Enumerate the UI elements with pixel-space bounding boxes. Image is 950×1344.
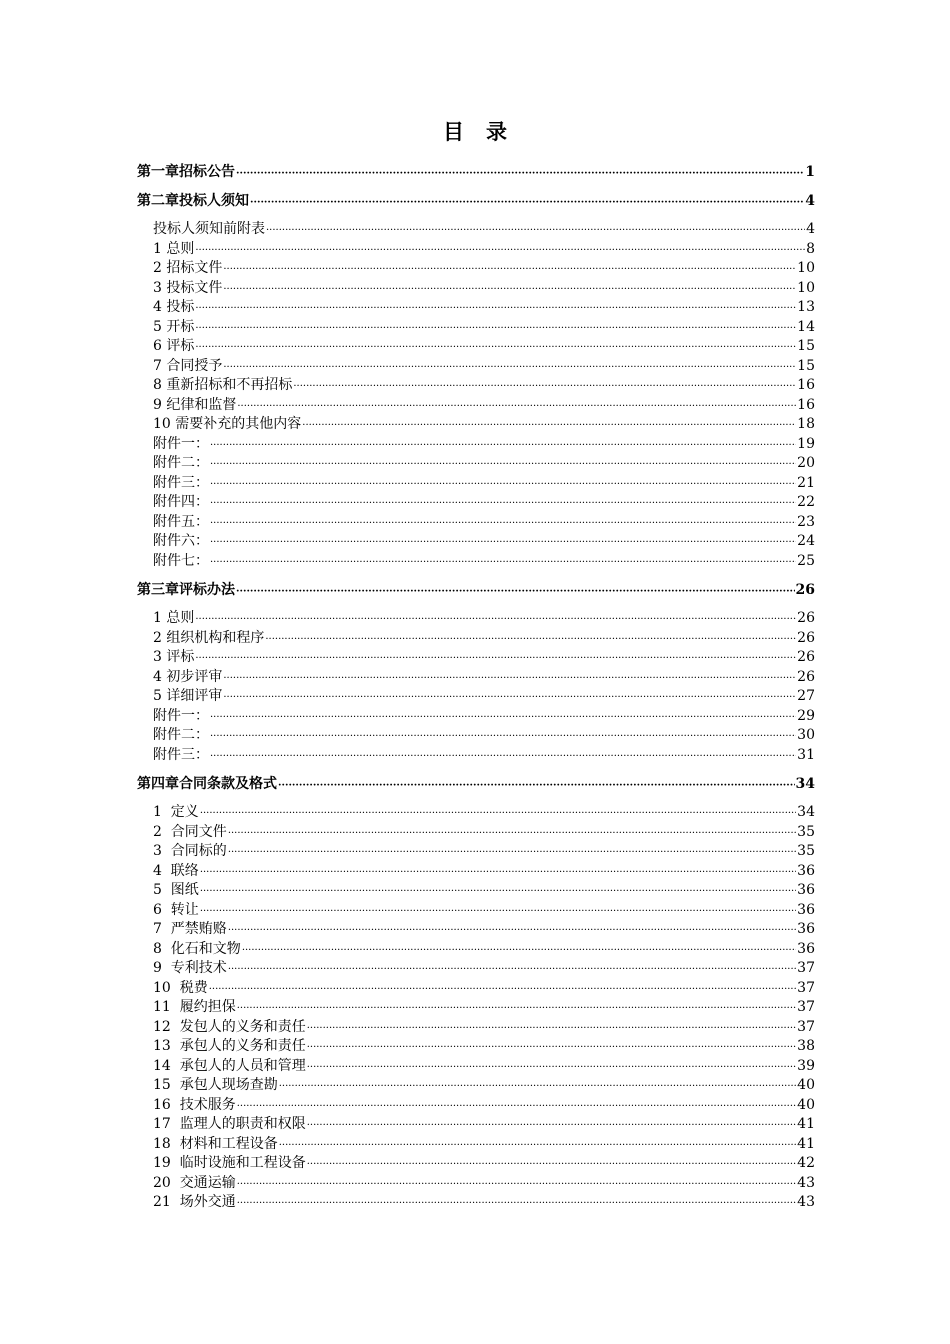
toc-entry[interactable]	[137, 726, 815, 746]
dot-leader	[279, 1136, 796, 1156]
entry-label: 1 总则	[153, 610, 195, 626]
entry-label: 4 初步评审	[153, 668, 223, 685]
toc-entry[interactable]	[137, 318, 815, 338]
dot-leader	[307, 1038, 796, 1058]
toc-entry[interactable]	[137, 862, 815, 882]
page-number: 34	[795, 776, 815, 792]
dot-leader	[210, 455, 796, 475]
dot-leader	[210, 553, 796, 573]
page-number: 20	[797, 455, 815, 471]
toc-entry[interactable]	[137, 279, 815, 299]
toc-entry[interactable]	[137, 746, 815, 766]
dot-leader	[195, 299, 796, 319]
dot-leader	[223, 669, 796, 689]
entry-label: 12 发包人的义务和责任	[153, 1018, 306, 1035]
toc-entry[interactable]	[137, 1057, 815, 1077]
toc-entry[interactable]	[137, 823, 815, 843]
dot-leader	[210, 708, 796, 728]
page-number: 22	[797, 494, 815, 510]
entry-label: 3 合同标的	[153, 843, 227, 859]
page-number: 35	[797, 823, 815, 840]
page-number: 43	[797, 1194, 815, 1210]
page-number: 39	[797, 1057, 815, 1074]
dot-leader	[228, 921, 796, 941]
page-number: 26	[797, 629, 815, 646]
toc-chapter-entry[interactable]	[137, 191, 815, 211]
entry-label: 附件五：	[153, 513, 209, 530]
page-number: 18	[797, 416, 815, 432]
entry-label: 5 图纸	[153, 882, 199, 898]
toc-entry[interactable]	[137, 901, 815, 921]
toc-title	[0, 116, 950, 146]
page-number: 10	[797, 279, 815, 296]
entry-label: 4 联络	[153, 862, 199, 879]
toc-entry[interactable]	[137, 513, 815, 533]
dot-leader	[223, 358, 796, 378]
toc-chapter-entry[interactable]	[137, 580, 815, 600]
entry-label: 招标公告	[179, 164, 235, 180]
page-number: 34	[797, 804, 815, 820]
page-number: 26	[797, 649, 815, 665]
page-number: 37	[797, 960, 815, 976]
toc-entry[interactable]	[137, 1135, 815, 1155]
entry-label: 附件四：	[153, 494, 209, 510]
page-number: 4	[805, 193, 815, 209]
entry-label: 13 承包人的义务和责任	[153, 1038, 306, 1054]
toc-entry[interactable]	[137, 881, 815, 901]
dot-leader	[237, 1175, 796, 1195]
dot-leader	[279, 1077, 796, 1097]
dot-leader	[195, 649, 796, 669]
toc-entry[interactable]	[137, 959, 815, 979]
page-number: 10	[797, 260, 815, 276]
dot-leader	[302, 416, 796, 436]
toc-entry[interactable]	[137, 415, 815, 435]
entry-label: 9 纪律和监督	[153, 396, 237, 413]
entry-label: 附件一：	[153, 707, 209, 724]
entry-label: 附件二：	[153, 455, 209, 471]
toc-entry[interactable]	[137, 298, 815, 318]
entry-label: 2 合同文件	[153, 823, 227, 840]
page-number: 26	[795, 582, 815, 598]
entry-label: 2 招标文件	[153, 260, 223, 276]
page-number: 25	[797, 552, 815, 569]
entry-label: 9 专利技术	[153, 960, 227, 976]
entry-label: 7 严禁贿赂	[153, 921, 227, 937]
entry-label: 10 需要补充的其他内容	[153, 416, 302, 432]
toc-entry[interactable]	[137, 842, 815, 862]
page-number: 15	[797, 338, 815, 354]
toc-title-char: 目	[443, 119, 464, 144]
toc-entry[interactable]	[137, 609, 815, 629]
entry-label: 评标办法	[179, 582, 235, 598]
table-of-contents	[137, 162, 815, 1213]
toc-entry[interactable]	[137, 357, 815, 377]
page-number: 21	[797, 474, 815, 491]
dot-leader	[223, 260, 796, 280]
entry-label: 1 定义	[153, 804, 199, 820]
dot-leader	[210, 494, 796, 514]
toc-entry[interactable]	[137, 668, 815, 688]
toc-entry[interactable]	[137, 1096, 815, 1116]
toc-entry[interactable]	[137, 803, 815, 823]
toc-entry[interactable]	[137, 240, 815, 260]
entry-label: 20 交通运输	[153, 1174, 236, 1191]
page-number: 15	[797, 357, 815, 374]
dot-leader	[210, 475, 796, 495]
toc-entry[interactable]	[137, 1076, 815, 1096]
entry-label: 4 投标	[153, 299, 195, 315]
entry-label: 投标人须知前附表	[153, 221, 265, 237]
entry-label: 2 组织机构和程序	[153, 629, 265, 646]
chapter-number: 第三章	[137, 582, 179, 598]
toc-entry[interactable]	[137, 629, 815, 649]
entry-label: 11 履约担保	[153, 999, 236, 1015]
page-number: 26	[797, 668, 815, 685]
chapter-number: 第四章	[137, 776, 179, 792]
entry-label: 7 合同授予	[153, 357, 223, 374]
entry-label: 5 详细评审	[153, 688, 223, 704]
dot-leader	[228, 960, 796, 980]
toc-entry[interactable]	[137, 1154, 815, 1174]
dot-leader	[228, 843, 796, 863]
page-number: 41	[797, 1116, 815, 1132]
page-number: 35	[797, 843, 815, 859]
toc-entry[interactable]	[137, 940, 815, 960]
toc-entry[interactable]	[137, 376, 815, 396]
dot-leader	[293, 377, 796, 397]
page-number: 36	[797, 921, 815, 937]
dot-leader	[237, 1194, 796, 1214]
page-number: 13	[797, 299, 815, 315]
toc-entry[interactable]	[137, 979, 815, 999]
entry-label: 21 场外交通	[153, 1194, 236, 1210]
dot-leader	[237, 1097, 796, 1117]
entry-label: 附件六：	[153, 533, 209, 549]
dot-leader	[200, 902, 796, 922]
entry-label: 1 总则	[153, 240, 195, 257]
entry-label: 17 监理人的职责和权限	[153, 1116, 306, 1132]
dot-leader	[236, 582, 795, 602]
dot-leader	[266, 221, 805, 241]
entry-label: 10 税费	[153, 979, 208, 996]
dot-leader	[195, 610, 796, 630]
toc-entry[interactable]	[137, 435, 815, 455]
dot-leader	[210, 436, 796, 456]
entry-label: 6 评标	[153, 338, 195, 354]
toc-entry[interactable]	[137, 474, 815, 494]
chapter-number: 第二章	[137, 193, 179, 209]
entry-label: 16 技术服务	[153, 1096, 236, 1113]
toc-entry[interactable]	[137, 454, 815, 474]
entry-label: 8 化石和文物	[153, 940, 241, 957]
page-number: 1	[805, 164, 815, 180]
entry-label: 6 转让	[153, 901, 199, 918]
toc-entry[interactable]	[137, 493, 815, 513]
entry-label: 附件二：	[153, 727, 209, 743]
dot-leader	[195, 338, 796, 358]
page-number: 36	[797, 901, 815, 918]
entry-label: 15 承包人现场查勘	[153, 1077, 278, 1093]
page-number: 43	[797, 1174, 815, 1191]
dot-leader	[242, 941, 796, 961]
dot-leader	[210, 533, 796, 553]
toc-entry[interactable]	[137, 1174, 815, 1194]
dot-leader	[223, 688, 796, 708]
page-number: 36	[797, 940, 815, 957]
toc-entry[interactable]	[137, 259, 815, 279]
page-number: 19	[797, 435, 815, 452]
dot-leader	[210, 747, 796, 767]
toc-entry[interactable]	[137, 1018, 815, 1038]
dot-leader	[250, 193, 804, 213]
page-number: 27	[797, 688, 815, 704]
toc-entry[interactable]	[137, 1193, 815, 1213]
dot-leader	[200, 804, 796, 824]
toc-chapter-entry[interactable]	[137, 774, 815, 794]
page-number: 42	[797, 1155, 815, 1171]
page-number: 37	[797, 999, 815, 1015]
page-number: 8	[806, 240, 815, 257]
toc-entry[interactable]	[137, 552, 815, 572]
dot-leader	[307, 1058, 796, 1078]
page-number: 26	[797, 610, 815, 626]
entry-label: 附件一：	[153, 435, 209, 452]
page-number: 4	[806, 221, 815, 237]
entry-label: 18 材料和工程设备	[153, 1135, 278, 1152]
entry-label: 5 开标	[153, 318, 195, 335]
dot-leader	[265, 630, 796, 650]
dot-leader	[195, 319, 796, 339]
toc-entry[interactable]	[137, 998, 815, 1018]
toc-entry[interactable]	[137, 1037, 815, 1057]
dot-leader	[237, 999, 796, 1019]
toc-chapter-entry[interactable]	[137, 162, 815, 182]
entry-label: 3 评标	[153, 649, 195, 665]
page-number: 37	[797, 979, 815, 996]
dot-leader	[200, 863, 796, 883]
toc-entry[interactable]	[137, 707, 815, 727]
entry-label: 附件三：	[153, 746, 209, 763]
toc-entry[interactable]	[137, 337, 815, 357]
dot-leader	[200, 882, 796, 902]
toc-entry[interactable]	[137, 1115, 815, 1135]
page-number: 16	[797, 377, 815, 393]
dot-leader	[223, 280, 796, 300]
toc-entry[interactable]	[137, 532, 815, 552]
entry-label: 19 临时设施和工程设备	[153, 1155, 306, 1171]
page-number: 14	[797, 318, 815, 335]
toc-entry[interactable]	[137, 220, 815, 240]
dot-leader	[236, 164, 804, 184]
page-number: 30	[797, 727, 815, 743]
page-number: 37	[797, 1018, 815, 1035]
page-number: 40	[797, 1077, 815, 1093]
toc-title-char: 录	[486, 119, 507, 144]
page-number: 41	[797, 1135, 815, 1152]
dot-leader	[237, 397, 796, 417]
entry-label: 14 承包人的人员和管理	[153, 1057, 306, 1074]
toc-entry[interactable]	[137, 920, 815, 940]
page-number: 23	[797, 513, 815, 530]
dot-leader	[210, 514, 796, 534]
entry-label: 投标人须知	[179, 193, 249, 209]
dot-leader	[278, 776, 795, 796]
dot-leader	[228, 824, 796, 844]
page-number: 38	[797, 1038, 815, 1054]
entry-label: 8 重新招标和不再招标	[153, 377, 293, 393]
page-number: 31	[797, 746, 815, 763]
toc-entry[interactable]	[137, 648, 815, 668]
entry-label: 合同条款及格式	[179, 776, 277, 792]
chapter-number: 第一章	[137, 164, 179, 180]
page-number: 36	[797, 882, 815, 898]
page-number: 40	[797, 1096, 815, 1113]
page-number: 24	[797, 533, 815, 549]
dot-leader	[307, 1155, 796, 1175]
entry-label: 附件三：	[153, 474, 209, 491]
dot-leader	[195, 241, 805, 261]
toc-entry[interactable]	[137, 687, 815, 707]
entry-label: 附件七：	[153, 552, 209, 569]
page-number: 29	[797, 707, 815, 724]
toc-entry[interactable]	[137, 396, 815, 416]
dot-leader	[209, 980, 796, 1000]
entry-label: 3 投标文件	[153, 279, 223, 296]
dot-leader	[307, 1116, 796, 1136]
page-number: 16	[797, 396, 815, 413]
dot-leader	[307, 1019, 796, 1039]
page-number: 36	[797, 862, 815, 879]
dot-leader	[210, 727, 796, 747]
